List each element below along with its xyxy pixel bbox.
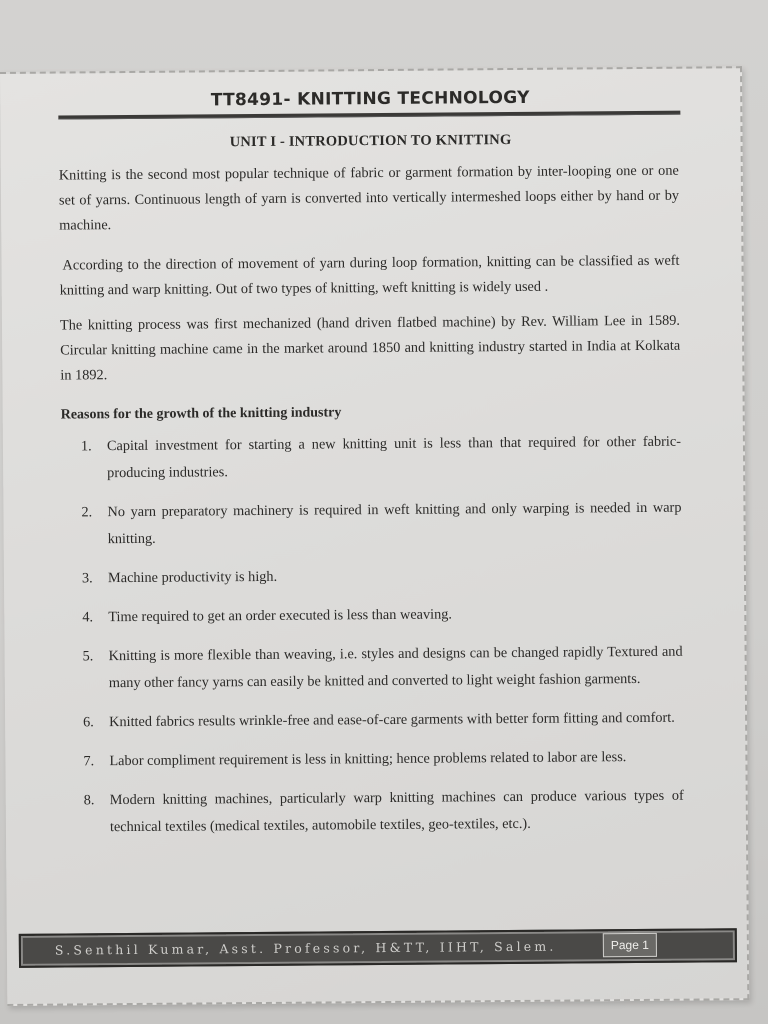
- document-page: [0, 66, 749, 1006]
- list-item-text: No yarn preparatory machinery is required in weft knitting and only warping is needed in warp knitting.: [107, 499, 682, 548]
- list-item-number: 3.: [81, 570, 93, 587]
- course-title: TT8491- KNITTING TECHNOLOGY: [210, 87, 530, 111]
- list-item-text: Labor compliment requirement is less in knitting; hence problems related to labor are less.: [109, 749, 627, 770]
- unit-title: UNIT I - INTRODUCTION TO KNITTING: [229, 131, 512, 151]
- list-item-number: 2.: [81, 504, 93, 521]
- list-item: [81, 429, 681, 488]
- list-item-text: Machine productivity is high.: [107, 568, 278, 587]
- reasons-list: [81, 429, 684, 854]
- list-item-text: Capital investment for starting a new knitting unit is less than that required for other fabric-producing industries.: [106, 433, 681, 482]
- header-divider: [58, 111, 680, 120]
- list-item-text: Modern knitting machines, particularly warp knitting machines can produce various types of technical textiles (medical textiles, automobile textiles, geo-textiles, etc.).: [109, 787, 684, 836]
- list-item-number: 4.: [82, 609, 94, 626]
- list-item-text: Knitting is more flexible than weaving, i.e. styles and designs can be changed rapidly Textured and many other fancy yarns can easily be knitted and converted to light weight fashion garments.: [108, 643, 683, 692]
- list-item-text: Knitted fabrics results wrinkle-free and ease-of-care garments with better form fitting and comfort.: [109, 709, 675, 731]
- list-item: [82, 561, 682, 593]
- list-item-number: 1.: [80, 438, 92, 455]
- list-item: [84, 783, 684, 842]
- list-item-number: 8.: [83, 792, 95, 809]
- list-item: [83, 705, 683, 737]
- list-item: [81, 495, 681, 554]
- paragraph-history: The knitting process was first mechanized (hand driven flatbed machine) by Rev. William Lee in 1589. Circular knitting machine came in the market around 1850 and knitting industry started in India at Kolkata in 1892.: [59, 312, 681, 384]
- paragraph-classification: According to the direction of movement of yarn during loop formation, knitting can be classified as weft knitting and warp knitting. Out of two types of knitting, weft knitting is widely used .: [59, 252, 680, 299]
- section-heading: Reasons for the growth of the knitting industry: [60, 405, 342, 423]
- list-item: [82, 639, 682, 698]
- list-item-number: 6.: [83, 714, 94, 731]
- list-item: [82, 600, 682, 632]
- list-item-number: 7.: [83, 753, 95, 770]
- page-number: Page 1: [603, 933, 657, 957]
- footer-author: S.Senthil Kumar, Asst. Professor, H&TT, IIHT, Salem.: [54, 938, 557, 958]
- list-item-number: 5.: [82, 648, 94, 665]
- list-item: [83, 744, 683, 776]
- paragraph-intro: Knitting is the second most popular technique of fabric or garment formation by inter-looping one or one set of yarns. Continuous length of yarn is converted into vertically intermeshed loops either by hand or by machine.: [58, 162, 680, 234]
- list-item-text: Time required to get an order executed is less than weaving.: [108, 606, 453, 626]
- page-footer: [19, 928, 737, 968]
